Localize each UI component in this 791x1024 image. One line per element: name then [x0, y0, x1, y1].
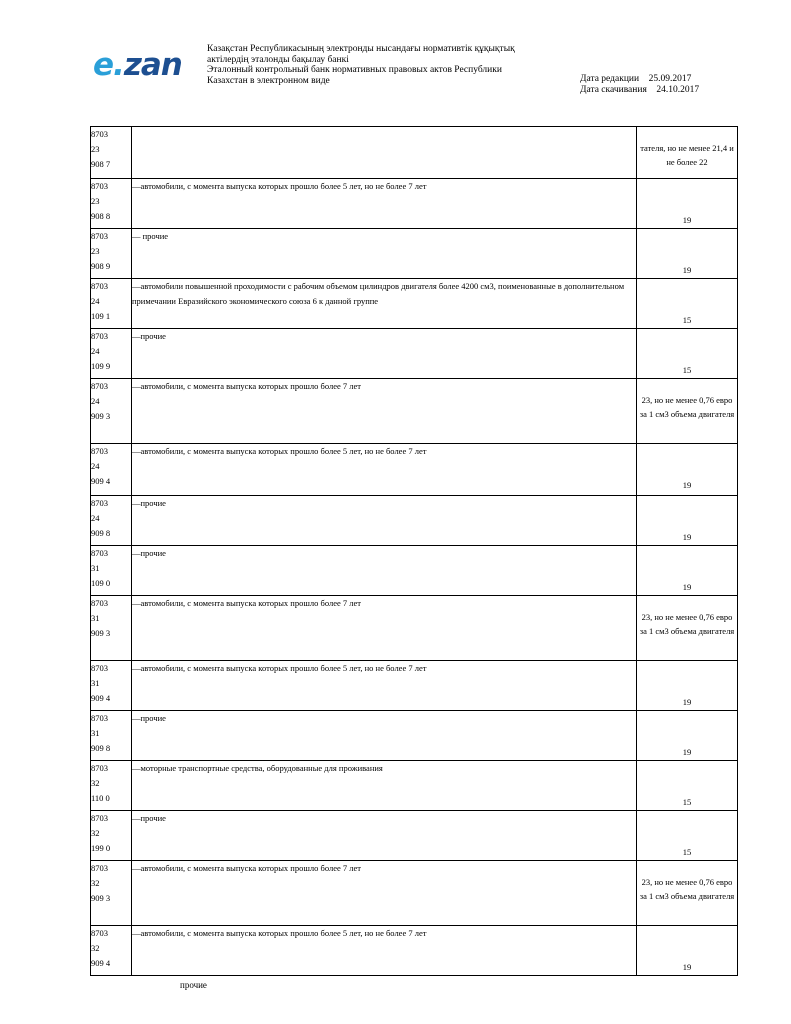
duty-rate	[637, 329, 738, 379]
tnved-code	[91, 379, 132, 444]
tnved-code	[91, 926, 132, 976]
code-part: 8703	[91, 813, 108, 823]
goods-description	[132, 127, 637, 179]
duty-rate	[637, 661, 738, 711]
code-part: 8703	[91, 863, 108, 873]
table-row	[91, 127, 738, 179]
download-date-label: Дата скачивания	[580, 85, 647, 95]
table-row	[91, 279, 738, 329]
duty-value: 19	[682, 747, 692, 757]
code-part: 32	[91, 878, 100, 888]
table-row	[91, 179, 738, 229]
code-part: 909 4	[91, 476, 111, 486]
code-part: 8703	[91, 446, 108, 456]
duty-value: 19	[682, 265, 692, 275]
duty-rate	[637, 444, 738, 496]
tariff-table	[90, 126, 738, 976]
goods-description: —прочие	[132, 711, 637, 761]
code-part: 24	[91, 346, 100, 356]
code-part: 23	[91, 196, 100, 206]
code-part: 24	[91, 461, 100, 471]
code-part: 109 1	[91, 311, 111, 321]
code-part: 8703	[91, 548, 108, 558]
tnved-code	[91, 279, 132, 329]
tnved-code	[91, 711, 132, 761]
duty-value: 15	[682, 797, 692, 807]
tnved-code	[91, 811, 132, 861]
tnved-code	[91, 444, 132, 496]
goods-description: —прочие	[132, 496, 637, 546]
code-part: 31	[91, 563, 100, 573]
code-part: 909 3	[91, 893, 111, 903]
table-row	[91, 229, 738, 279]
table-row	[91, 496, 738, 546]
duty-value: 19	[682, 582, 692, 592]
duty-rate	[637, 546, 738, 596]
tnved-code	[91, 661, 132, 711]
duty-value: 23, но не менее 0,76 евро за 1 см3 объема двигателя	[639, 395, 735, 419]
table-row	[91, 661, 738, 711]
duty-value: 23, но не менее 0,76 евро за 1 см3 объема двигателя	[639, 877, 735, 901]
duty-value: 19	[682, 215, 692, 225]
goods-description: — прочие	[132, 229, 637, 279]
goods-description: —прочие	[132, 329, 637, 379]
code-part: 109 9	[91, 361, 111, 371]
goods-description: —автомобили, с момента выпуска которых прошло более 7 лет	[132, 596, 637, 661]
code-part: 24	[91, 296, 100, 306]
table-row	[91, 811, 738, 861]
goods-description: —автомобили, с момента выпуска которых прошло более 5 лет, но не более 7 лет	[132, 926, 637, 976]
duty-rate	[637, 926, 738, 976]
code-part: 31	[91, 613, 100, 623]
code-part: 32	[91, 828, 100, 838]
goods-description: —прочие	[132, 811, 637, 861]
code-part: 199 0	[91, 843, 111, 853]
code-part: 109 0	[91, 578, 111, 588]
table-row	[91, 761, 738, 811]
goods-description: —автомобили, с момента выпуска которых прошло более 5 лет, но не более 7 лет	[132, 444, 637, 496]
ezan-logo: e.zan	[93, 47, 182, 83]
duty-rate	[637, 861, 738, 926]
duty-rate	[637, 229, 738, 279]
code-part: 32	[91, 943, 100, 953]
duty-rate	[637, 127, 738, 179]
duty-value: 15	[682, 365, 692, 375]
code-part: 908 8	[91, 211, 111, 221]
table-row	[91, 711, 738, 761]
table-row	[91, 546, 738, 596]
duty-value: 23, но не менее 0,76 евро за 1 см3 объема двигателя	[639, 612, 735, 636]
code-part: 8703	[91, 763, 108, 773]
code-part: 909 3	[91, 411, 111, 421]
download-date: 24.10.2017	[656, 85, 700, 95]
goods-description: —прочие	[132, 546, 637, 596]
duty-rate	[637, 596, 738, 661]
duty-rate	[637, 179, 738, 229]
code-part: 24	[91, 396, 100, 406]
code-part: 110 0	[91, 793, 110, 803]
tnved-code	[91, 127, 132, 179]
goods-description: —автомобили, с момента выпуска которых прошло более 5 лет, но не более 7 лет	[132, 661, 637, 711]
document-header	[207, 44, 567, 86]
tnved-code	[91, 861, 132, 926]
code-part: 909 3	[91, 628, 111, 638]
table-row	[91, 329, 738, 379]
tnved-code	[91, 761, 132, 811]
code-part: 31	[91, 678, 100, 688]
duty-value: 19	[682, 962, 692, 972]
code-part: 908 9	[91, 261, 111, 271]
edit-date: 25.09.2017	[648, 74, 692, 84]
duty-rate	[637, 761, 738, 811]
table-row	[91, 861, 738, 926]
code-part: 8703	[91, 331, 108, 341]
goods-description: —автомобили, с момента выпуска которых прошло более 7 лет	[132, 379, 637, 444]
tnved-code	[91, 229, 132, 279]
duty-rate	[637, 379, 738, 444]
code-part: 8703	[91, 928, 108, 938]
table-row	[91, 926, 738, 976]
code-part: 8703	[91, 713, 108, 723]
duty-rate	[637, 811, 738, 861]
duty-rate	[637, 711, 738, 761]
edit-date-label: Дата редакции	[580, 74, 640, 84]
table-row	[91, 596, 738, 661]
code-part: 909 4	[91, 958, 111, 968]
duty-rate	[637, 496, 738, 546]
document-dates	[580, 74, 699, 96]
code-part: 8703	[91, 381, 108, 391]
trailing-text: прочие	[180, 980, 207, 990]
code-part: 909 8	[91, 528, 111, 538]
code-part: 909 8	[91, 743, 111, 753]
duty-value: 19	[682, 480, 692, 490]
code-part: 8703	[91, 231, 108, 241]
header-line: Казақстан Республикасының электронды нысандағы нормативтік құқықтық	[207, 44, 515, 54]
goods-description: —моторные транспортные средства, оборудованные для проживания	[132, 761, 637, 811]
code-part: 24	[91, 513, 100, 523]
tnved-code	[91, 179, 132, 229]
duty-value: тателя, но не менее 21,4 и не более 22	[640, 143, 734, 167]
code-part: 23	[91, 144, 100, 154]
code-part: 8703	[91, 663, 108, 673]
header-line: актілердің эталонды бақылау банкі	[207, 54, 349, 65]
code-part: 8703	[91, 129, 108, 139]
duty-value: 15	[682, 315, 692, 325]
tnved-code	[91, 329, 132, 379]
code-part: 32	[91, 778, 100, 788]
tnved-code	[91, 546, 132, 596]
code-part: 31	[91, 728, 100, 738]
code-part: 8703	[91, 598, 108, 608]
code-part: 8703	[91, 181, 108, 191]
header-line: Казахстан в электронном виде	[207, 75, 330, 86]
table-row	[91, 444, 738, 496]
tnved-code	[91, 496, 132, 546]
duty-value: 15	[682, 847, 692, 857]
code-part: 909 4	[91, 693, 111, 703]
tnved-code	[91, 596, 132, 661]
code-part: 8703	[91, 281, 108, 291]
code-part: 908 7	[91, 159, 111, 169]
duty-rate	[637, 279, 738, 329]
goods-description: —автомобили повышенной проходимости с рабочим объемом цилиндров двигателя более 4200 см3, поименованные в дополнительном примечании Евразийского экономического союза 6 к данной группе	[132, 279, 637, 329]
code-part: 23	[91, 246, 100, 256]
goods-description: —автомобили, с момента выпуска которых прошло более 7 лет	[132, 861, 637, 926]
goods-description: —автомобили, с момента выпуска которых прошло более 5 лет, но не более 7 лет	[132, 179, 637, 229]
duty-value: 19	[682, 532, 692, 542]
duty-value: 19	[682, 697, 692, 707]
code-part: 8703	[91, 498, 108, 508]
header-line: Эталонный контрольный банк нормативных правовых актов Республики	[207, 65, 502, 75]
table-row	[91, 379, 738, 444]
